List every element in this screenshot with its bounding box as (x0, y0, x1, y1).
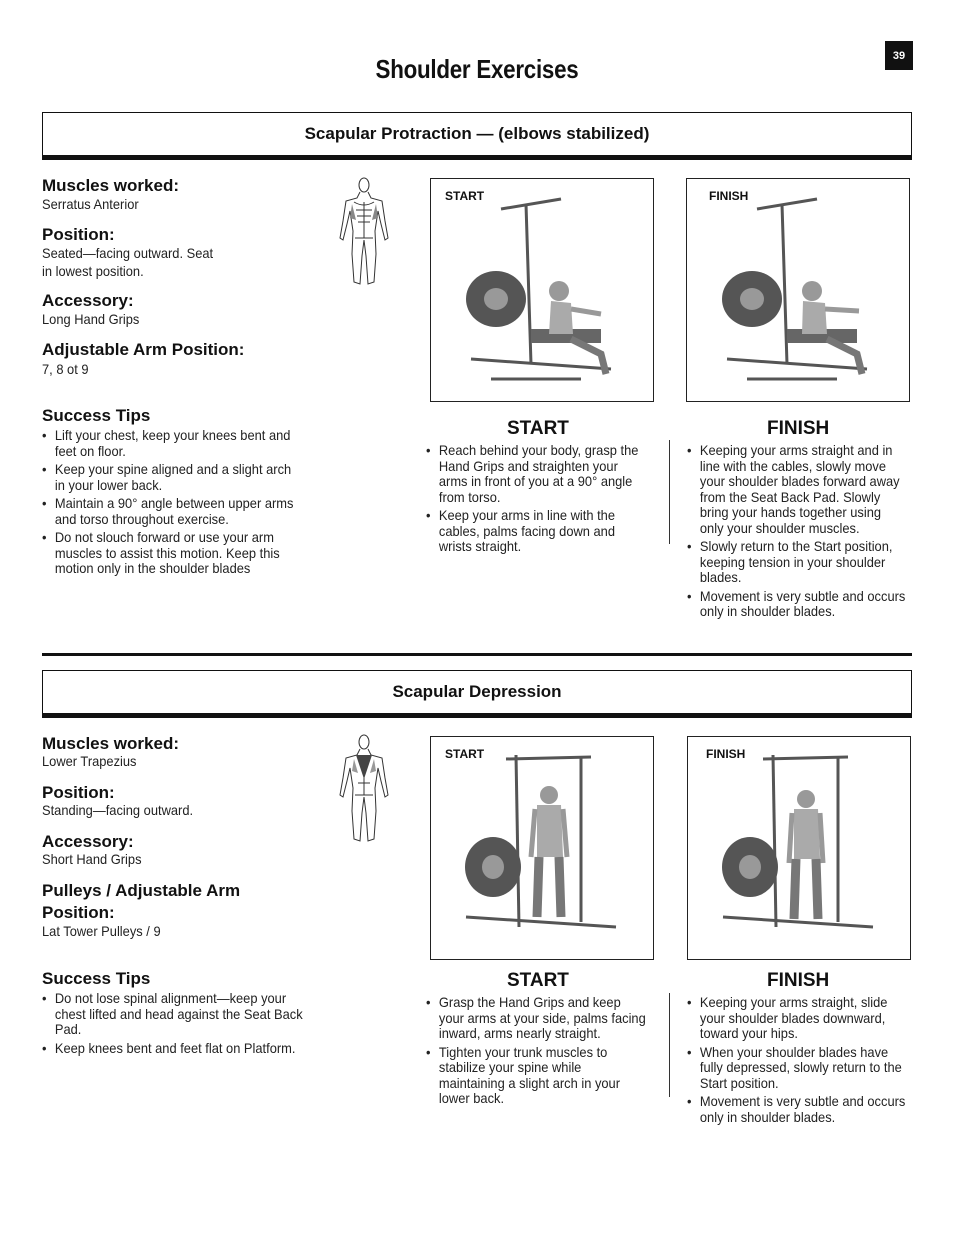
photo-label: FINISH (709, 189, 749, 203)
arm-position-value: 7, 8 ot 9 (42, 361, 89, 377)
muscles-value: Lower Trapezius (42, 753, 137, 769)
step-item: • Keeping your arms straight, slide your shoulder blades downward, toward your hips. (687, 995, 908, 1042)
arm-position-label: Pulleys / Adjustable Arm (42, 881, 241, 900)
tip-item: • Lift your chest, keep your knees bent and feet on floor. (42, 428, 304, 459)
start-photo (430, 178, 654, 402)
photo-label: START (445, 747, 485, 761)
step-item: • Tighten your trunk muscles to stabilize your spine while maintaining a slight arch in your lower back. (426, 1045, 647, 1107)
step-item: • Slowly return to the Start position, keeping tension in your shoulder blades. (687, 539, 908, 586)
finish-heading: FINISH (767, 970, 830, 991)
arm-position-label: Adjustable Arm Position: (42, 340, 245, 359)
success-tips-label: Success Tips (42, 406, 151, 425)
photo-label: START (445, 189, 485, 203)
step-item: • Movement is very subtle and occurs only in shoulder blades. (687, 589, 908, 620)
accessory-label: Accessory: (42, 291, 134, 310)
accessory-value: Short Hand Grips (42, 851, 142, 867)
finish-steps-list (687, 995, 908, 1128)
success-tips-list (42, 991, 304, 1059)
position-line: in lowest position. (42, 263, 144, 279)
column-divider (669, 440, 670, 544)
muscles-label: Muscles worked: (42, 734, 179, 753)
start-heading: START (507, 418, 569, 439)
section-banner-depression: Scapular Depression (42, 670, 912, 718)
start-photo (430, 736, 654, 960)
position-line: Standing—facing outward. (42, 802, 194, 818)
photo-label: FINISH (706, 747, 746, 761)
page-number: 39 (885, 41, 913, 70)
step-item: • When your shoulder blades have fully depressed, slowly return to the Start position. (687, 1045, 908, 1092)
column-divider (669, 993, 670, 1097)
position-label: Position: (42, 783, 115, 802)
start-heading: START (507, 970, 569, 991)
tip-item: • Keep knees bent and feet flat on Platform. (42, 1041, 304, 1057)
step-item: • Movement is very subtle and occurs only in shoulder blades. (687, 1094, 908, 1125)
success-tips-label: Success Tips (42, 969, 151, 988)
position-line: Seated—facing outward. Seat (42, 245, 214, 261)
start-steps-list (426, 995, 647, 1110)
step-item: • Keeping your arms straight and in line with the cables, slowly move your shoulder blades forward away from the Seat Back Pad. Slowly bring your hands together using only your shoulder muscles. (687, 443, 908, 536)
step-item: • Reach behind your body, grasp the Hand Grips and straighten your arms in front of you at a 90° angle from torso. (426, 443, 647, 505)
finish-photo (687, 736, 911, 960)
start-steps-list (426, 443, 647, 558)
tip-item: • Keep your spine aligned and a slight arch in your lower back. (42, 462, 304, 493)
tip-item: • Do not lose spinal alignment—keep your chest lifted and head against the Seat Back Pad. (42, 991, 304, 1038)
arm-position-label: Position: (42, 903, 115, 922)
position-label: Position: (42, 225, 115, 244)
muscles-value: Serratus Anterior (42, 196, 139, 212)
finish-steps-list (687, 443, 908, 623)
page-title: Shoulder Exercises (375, 54, 579, 84)
tip-item: • Maintain a 90° angle between upper arms and torso throughout exercise. (42, 496, 304, 527)
seated-machine-illustration (431, 179, 653, 401)
step-item: • Keep your arms in line with the cables, palms facing down and wrists straight. (426, 508, 647, 555)
success-tips-list (42, 428, 304, 580)
section-divider (42, 653, 912, 656)
finish-photo (686, 178, 910, 402)
tip-item: • Do not slouch forward or use your arm muscles to assist this motion. Keep this motion only in the shoulder blades (42, 530, 304, 577)
standing-machine-illustration (688, 737, 910, 959)
section-banner-protraction: Scapular Protraction — (elbows stabilized) (42, 112, 912, 160)
accessory-label: Accessory: (42, 832, 134, 851)
arm-position-value: Lat Tower Pulleys / 9 (42, 923, 161, 939)
muscle-figure-back-icon (336, 733, 392, 845)
accessory-value: Long Hand Grips (42, 311, 140, 327)
step-item: • Grasp the Hand Grips and keep your arms at your side, palms facing inward, arms nearly straight. (426, 995, 647, 1042)
seated-machine-illustration (687, 179, 909, 401)
muscle-figure-icon (336, 176, 392, 288)
finish-heading: FINISH (767, 418, 830, 439)
standing-machine-illustration (431, 737, 653, 959)
muscles-label: Muscles worked: (42, 176, 179, 195)
